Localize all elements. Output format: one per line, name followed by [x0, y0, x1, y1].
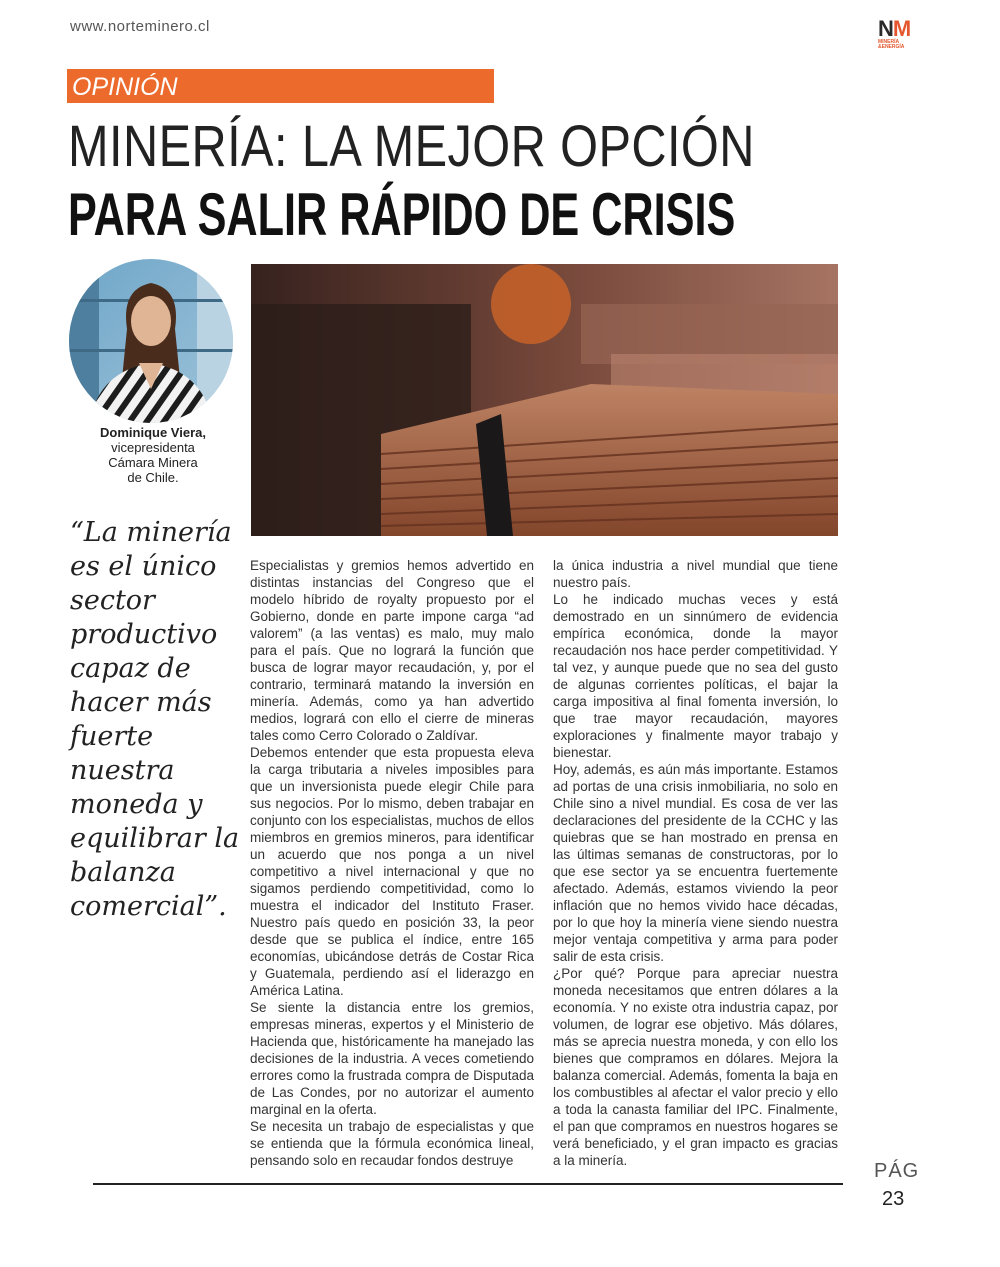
- pull-quote: “La minería es el único sector productivo capaz de hacer más fuerte nuestra moneda y equilibrar la balanza comercial”.: [70, 517, 240, 922]
- article-paragraph: Debemos entender que esta propuesta eleva la carga tributaria a niveles imposibles para que un inversionista puede elegir Chile para sus negocios. Por lo mismo, deben trabajar en conjunto con los especialistas, muchos de ellos miembros en gremios mineros, para identificar un acuerdo que nos ponga a un nivel competitivo a nivel internacional y que no sigamos perdiendo competitividad, como lo muestra el indicador del Instituto Fraser. Nuestro país quedo en posición 33, la peor desde que se publica el índice, entre 165 economías, ubicándose detrás de Costar Rica y Guatemala, perdiendo así el liderazgo en América Latina.: [250, 745, 534, 998]
- author-portrait-image: [69, 259, 233, 423]
- page-number: 23: [882, 1188, 905, 1210]
- author-photo: [69, 259, 233, 423]
- author-caption: [60, 425, 246, 485]
- logo-subtitle-2: &ENERGÍA: [878, 44, 905, 50]
- headline-line-2: PARA SALIR RÁPIDO DE CRISIS: [68, 181, 736, 248]
- logo-subtitle-1: MINERÍA: [878, 39, 900, 45]
- copper-cathodes-image: [251, 264, 838, 536]
- article-column-1: [250, 557, 534, 1169]
- article-paragraph: Especialistas y gremios hemos advertido en distintas instancias del Congreso que el modelo híbrido de royalty propuesto por el Gobierno, donde en parte impone carga “ad valorem” (a las ventas) es malo, muy malo para el país. Que no logrará la función que busca de lograr mayor recaudación, y, por el contrario, terminará matando la inversión en minería. Además, como ya han advertido medios, logrará con ello el cierre de mineras tales como Cerro Colorado o Zaldívar.: [250, 558, 534, 743]
- article-paragraph: Lo he indicado muchas veces y está demostrado en un sinnúmero de evidencia empírica económica, donde la mayor recaudación nos hace perder competitividad. Y tal vez, y aunque puede que no sea del gusto de algunas corrientes políticas, el bajar la carga impositiva al final fomenta inversión, lo que trae mayor recaudación, mayores exploraciones y finalmente mayor trabajo y bienestar.: [553, 592, 838, 760]
- article-paragraph: la única industria a nivel mundial que tiene nuestro país.: [553, 558, 838, 590]
- article-paragraph: Hoy, además, es aún más importante. Estamos ad portas de una crisis inmobiliaria, no solo en Chile sino a nivel mundial. Es cosa de ver las declaraciones del presidente de la CCHC y las quiebras que se han mostrado en prensa en las últimas semanas de constructoras, por lo que ese sector ya se encuentra fuertemente afectado. Además, estamos viviendo la peor inflación que no hemos vivido hace décadas, por lo que hoy la minería viene siendo nuestra mejor ventaja competitiva y arma para poder salir de esta crisis.: [553, 762, 838, 964]
- author-name: Dominique Viera,: [100, 425, 206, 440]
- logo-letter-m: M: [892, 16, 911, 41]
- site-url[interactable]: www.norteminero.cl: [70, 18, 210, 35]
- section-label: OPINIÓN: [72, 73, 178, 101]
- footer-divider: [93, 1183, 843, 1185]
- article-column-2: [553, 557, 838, 1169]
- copper-cathodes-photo: [251, 264, 838, 536]
- author-title-line-2: Cámara Minera: [108, 455, 198, 470]
- author-title-line-3: de Chile.: [127, 470, 179, 485]
- logo-letter-n: N: [878, 16, 893, 41]
- headline-line-1: MINERÍA: LA MEJOR OPCIÓN: [68, 114, 755, 179]
- article-paragraph: ¿Por qué? Porque para apreciar nuestra moneda necesitamos que entren dólares a la economía. Y no existe otra industria capaz, por volumen, de lograr ese objetivo. Más dólares, más se aprecia nuestra moneda, y con ello los bienes que compramos en dólares. Mejora la balanza comercial. Además, fomenta la baja en los combustibles al afectar el valor precio y ello a toda la canasta familiar del IPC. Finalmente, el pan que compramos en nuestros hogares se verá beneficiado, y el gran impacto es gracias a la minería.: [553, 966, 838, 1168]
- magazine-logo: [878, 18, 918, 48]
- author-title-line-1: vicepresidenta: [111, 440, 195, 455]
- page-label: PÁG: [874, 1160, 920, 1182]
- article-paragraph: Se necesita un trabajo de especialistas y que se entienda que la fórmula económica lineal, pensando solo en recaudar fondos destruye: [250, 1119, 534, 1168]
- article-paragraph: Se siente la distancia entre los gremios, empresas mineras, expertos y el Ministerio de Hacienda que, históricamente ha manejado las decisiones de la industria. A veces cometiendo errores como la frustrada compra de Disputada de Las Condes, por no autorizar el aumento marginal en la oferta.: [250, 1000, 534, 1117]
